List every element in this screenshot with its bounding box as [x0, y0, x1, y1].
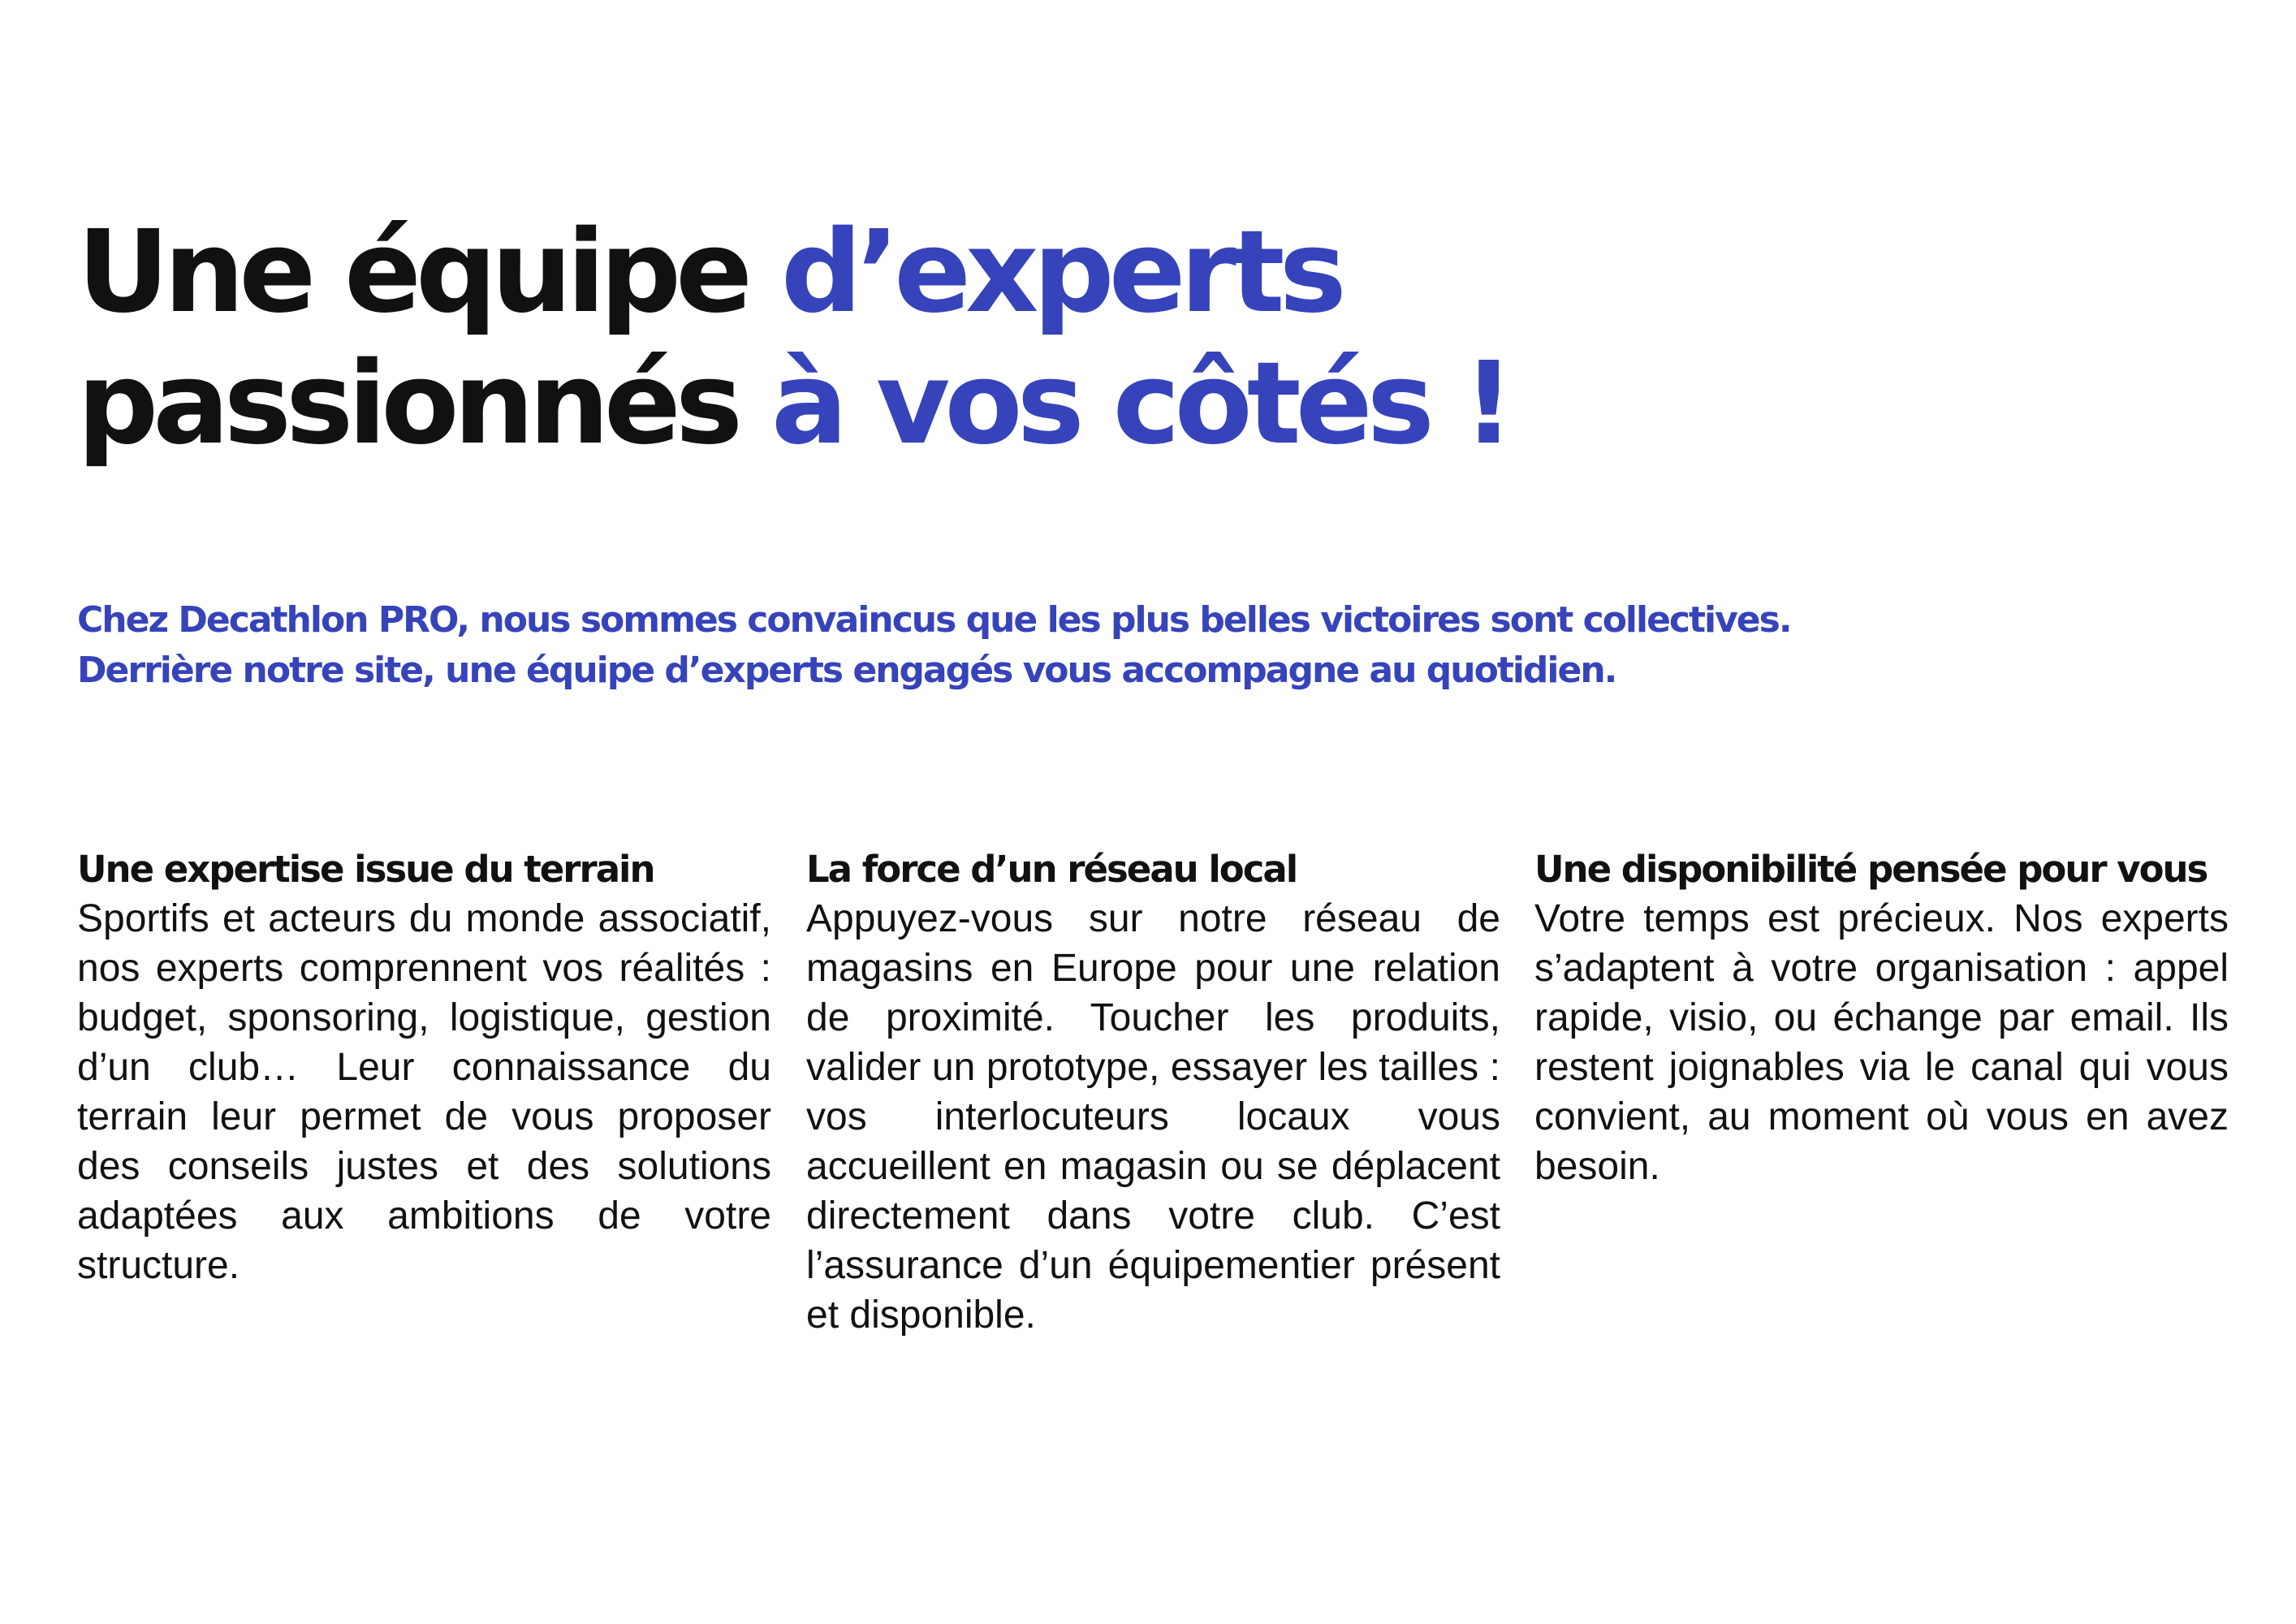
feature-title: Une disponibilité pensée pour vous [1534, 848, 2208, 891]
page-title [77, 207, 1701, 470]
feature-columns [77, 844, 2229, 1413]
feature-column-network [806, 844, 1500, 1340]
feature-body: Votre temps est précieux. Nos experts s’adaptent à votre organisation : appel rapide, visio, ou échange par email. Ils restent joignables via le canal qui vous convient, au moment où vous en avez besoin. [1534, 897, 2229, 1188]
intro-line-1: Chez Decathlon PRO, nous sommes convaincus que les plus belles victoires sont collectives. [77, 599, 1791, 641]
title-line-1-accent: d’experts [780, 206, 1341, 339]
feature-title: La force d’un réseau local [806, 848, 1297, 891]
intro-text [77, 595, 1944, 696]
title-line-2-accent: à vos côtés ! [770, 338, 1509, 470]
title-line-2-dark: passionnés [77, 338, 771, 470]
title-line-1 [77, 207, 1701, 339]
title-line-2 [77, 339, 1701, 470]
feature-title: Une expertise issue du terrain [77, 848, 654, 891]
intro-line-2: Derrière notre site, une équipe d’experts engagés vous accompagne au quotidien. [77, 650, 1616, 691]
feature-column-expertise [77, 844, 771, 1290]
feature-body: Appuyez-vous sur notre réseau de magasins en Europe pour une relation de proximité. Toucher les produits, valider un prototype, essayer les tailles : vos interlocuteurs locaux vous accueillent en magasin ou se déplacent directement dans votre club. C’est l’assurance d’un équipementier présent et disponible. [806, 897, 1500, 1337]
feature-column-availability [1534, 844, 2229, 1191]
feature-body: Sportifs et acteurs du monde associatif, nos experts comprennent vos réalités : budget, sponsoring, logistique, gestion d’un club… Leur connaissance du terrain leur permet de vous proposer des conseils justes et des solutions adaptées aux ambitions de votre structure. [77, 897, 771, 1287]
title-line-1-dark: Une équipe [77, 206, 781, 339]
